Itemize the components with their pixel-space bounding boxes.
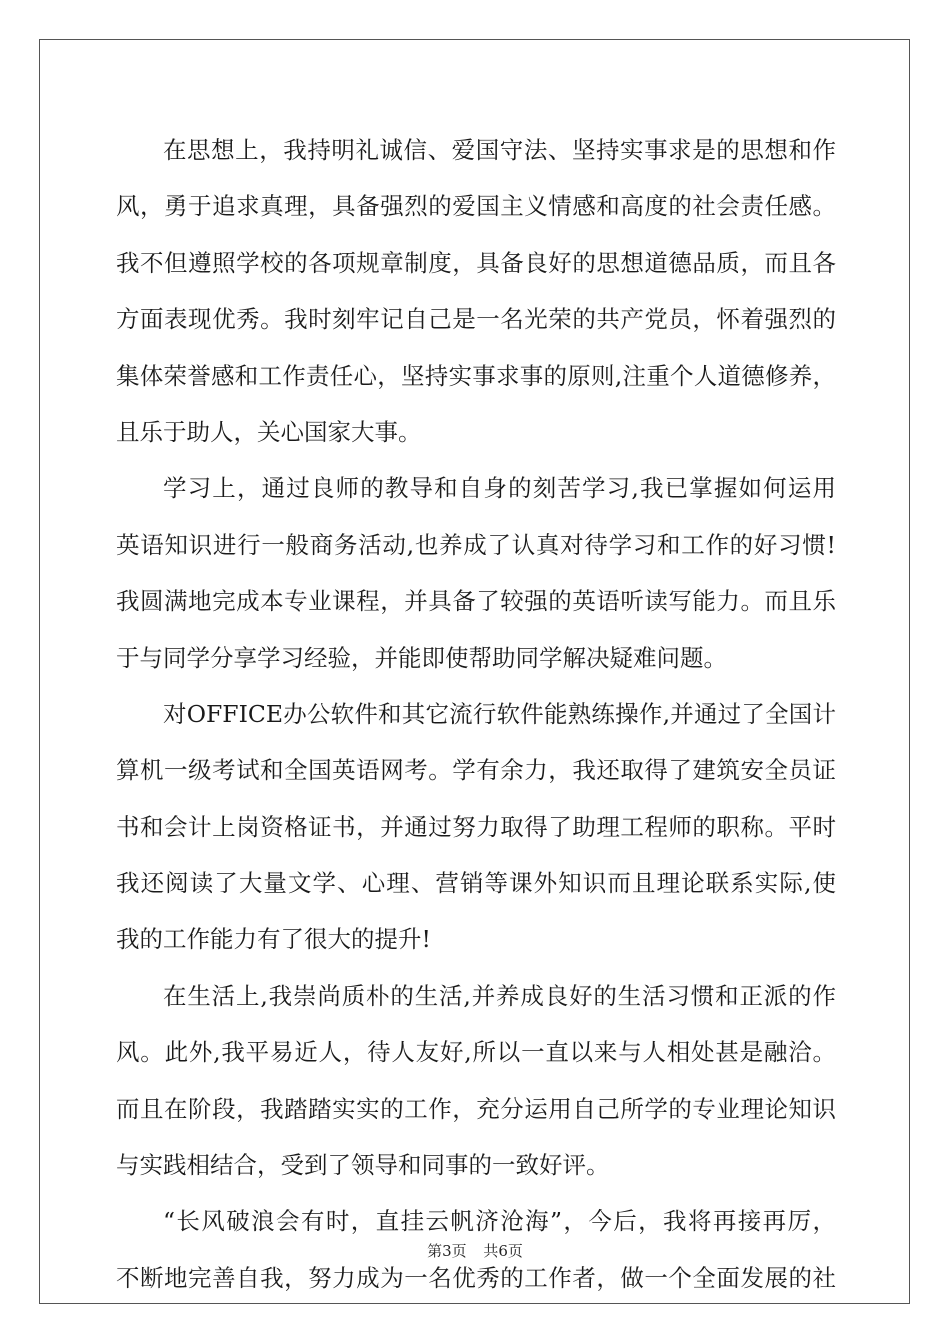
page-total: 共6页 [483, 1242, 523, 1260]
text-line: 风。此外,我平易近人，待人友好,所以一直以来与人相处甚是融洽。 [116, 1038, 836, 1067]
text-line: 集体荣誉感和工作责任心，坚持实事求事的原则,注重个人道德修养， [116, 361, 836, 390]
text-line: “长风破浪会有时，直挂云帆济沧海”，今后，我将再接再厉， [163, 1207, 836, 1236]
text-line: 且乐于助人，关心国家大事。 [116, 417, 422, 446]
page-footer [0, 1240, 950, 1261]
text-line: 方面表现优秀。我时刻牢记自己是一名光荣的共产党员，怀着强烈的 [116, 305, 836, 334]
page-number: 第3页 [427, 1242, 467, 1260]
text-line: 不断地完善自我，努力成为一名优秀的工作者，做一个全面发展的社 [116, 1263, 836, 1292]
text-line: 风，勇于追求真理，具备强烈的爱国主义情感和高度的社会责任感。 [116, 192, 836, 221]
text-line: 我的工作能力有了很大的提升! [116, 925, 431, 954]
text-line: 与实践相结合，受到了领导和同事的一致好评。 [116, 1151, 610, 1180]
text-line: 我不但遵照学校的各项规章制度，具备良好的思想道德品质，而且各 [116, 248, 836, 277]
text-line: 而且在阶段，我踏踏实实的工作，充分运用自己所学的专业理论知识 [116, 1094, 836, 1123]
document-body [116, 130, 836, 1314]
text-line: 书和会计上岗资格证书，并通过努力取得了助理工程师的职称。平时 [116, 812, 836, 841]
text-line: 于与同学分享学习经验，并能即使帮助同学解决疑难问题。 [116, 643, 727, 672]
text-line: 我圆满地完成本专业课程，并具备了较强的英语听读写能力。而且乐 [116, 587, 836, 616]
text-line: 学习上，通过良师的教导和自身的刻苦学习,我已掌握如何运用 [163, 474, 836, 503]
text-line: 算机一级考试和全国英语网考。学有余力，我还取得了建筑安全员证 [116, 756, 836, 785]
text-line: 在生活上,我崇尚质朴的生活,并养成良好的生活习惯和正派的作 [163, 981, 836, 1010]
text-line: 对OFFICE办公软件和其它流行软件能熟练操作,并通过了全国计 [163, 699, 836, 728]
text-line: 在思想上，我持明礼诚信、爱国守法、坚持实事求是的思想和作 [163, 136, 836, 164]
text-line: 英语知识进行一般商务活动,也养成了认真对待学习和工作的好习惯! [116, 530, 836, 559]
text-line: 我还阅读了大量文学、心理、营销等课外知识而且理论联系实际,使 [116, 869, 836, 898]
